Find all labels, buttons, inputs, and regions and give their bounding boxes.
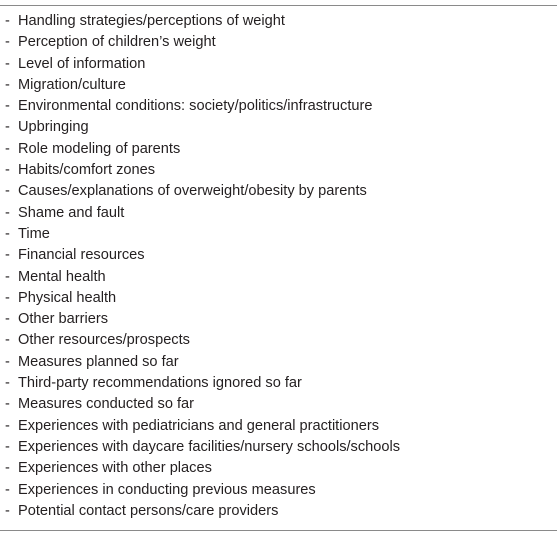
list-item-label: Measures conducted so far	[18, 396, 195, 413]
list-item-label: Potential contact persons/care providers	[18, 502, 279, 519]
list-item-label: Other resources/prospects	[18, 332, 190, 349]
list-item-label: Role modeling of parents	[18, 140, 181, 157]
list-item-label: Mental health	[18, 268, 106, 285]
list-bullet: -	[5, 140, 10, 157]
list-bullet: -	[5, 268, 10, 285]
list-bullet: -	[5, 438, 10, 455]
list-item-label: Other barriers	[18, 311, 109, 328]
list-bullet: -	[5, 417, 10, 434]
list-item-label: Experiences with daycare facilities/nursery schools/schools	[18, 438, 401, 455]
list-bullet: -	[5, 55, 10, 72]
list-bullet: -	[5, 502, 10, 519]
list-item-label: Shame and fault	[18, 204, 125, 221]
list-bullet: -	[5, 13, 10, 29]
list-bullet: -	[5, 247, 10, 264]
list-item-label: Environmental conditions: society/politics/infrastructure	[18, 98, 373, 115]
list-bullet: -	[5, 76, 10, 93]
list-bullet: -	[5, 119, 10, 136]
list-item-label: Migration/culture	[18, 76, 126, 93]
list-bullet: -	[5, 396, 10, 413]
list-item-label: Handling strategies/perceptions of weight	[18, 13, 285, 29]
list-bullet: -	[5, 204, 10, 221]
list-item-label: Third-party recommendations ignored so far	[18, 375, 302, 392]
list-item-label: Measures planned so far	[18, 353, 179, 370]
list-item-label: Financial resources	[18, 247, 145, 264]
list-bullet: -	[5, 311, 10, 328]
list-bullet: -	[5, 460, 10, 477]
list-bullet: -	[5, 183, 10, 200]
list-bullet: -	[5, 225, 10, 242]
list-item-label: Experiences in conducting previous measures	[18, 481, 316, 498]
list-bullet: -	[5, 332, 10, 349]
bottom-rule	[0, 530, 557, 531]
list-item-label: Causes/explanations of overweight/obesity by parents	[18, 183, 367, 200]
list-bullet: -	[5, 162, 10, 179]
list-bullet: -	[5, 481, 10, 498]
list-item-label: Time	[18, 225, 50, 242]
list-bullet: -	[5, 353, 10, 370]
list-item-label: Physical health	[18, 289, 117, 306]
list-item-label: Habits/comfort zones	[18, 162, 156, 179]
top-rule	[0, 5, 557, 6]
list-item-label: Experiences with other places	[18, 460, 212, 477]
list-item-label: Upbringing	[18, 119, 89, 136]
list-item-label: Perception of children’s weight	[18, 34, 216, 51]
list-bullet: -	[5, 375, 10, 392]
list-bullet: -	[5, 98, 10, 115]
list-item-label: Level of information	[18, 55, 146, 72]
list-item-label: Experiences with pediatricians and general practitioners	[18, 417, 379, 434]
list-bullet: -	[5, 34, 10, 51]
list-bullet: -	[5, 289, 10, 306]
